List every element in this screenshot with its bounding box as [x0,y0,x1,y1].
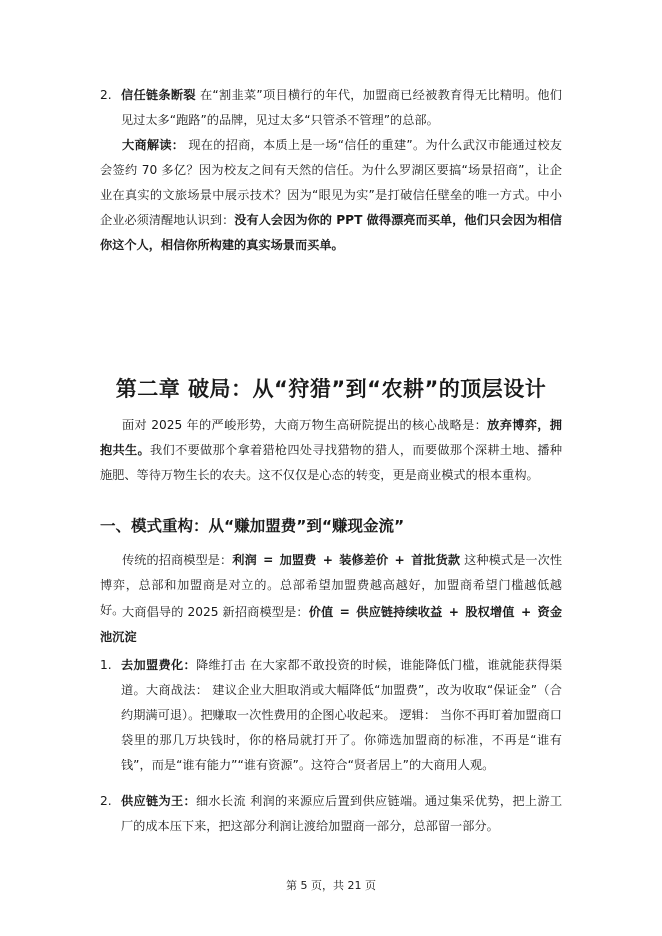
item-title: 去加盟费化： [121,658,196,672]
trad-post: 这种模式是一次性博弈，总部和加盟商是对立的。总部希望加盟费越高越好，加盟商希望门槛越低越好。 [100,553,563,617]
new-model-paragraph [100,600,562,650]
list-item-remove-fee [121,653,562,778]
interpretation-paragraph [100,133,562,258]
section-title: 一、模式重构：从“赚加盟费”到“赚现金流” [100,517,405,535]
list-item-trust-chain [121,83,562,133]
item-title: 供应链为王： [121,794,196,808]
list-item-supply-chain [121,789,562,839]
item-text: 细水长流 利润的来源应后置到供应链端。通过集采优势，把上游工厂的成本压下来，把这部分利润让渡给加盟商一部分，总部留一部分。 [121,794,563,833]
interpretation-label: 大商解读： [122,138,185,152]
list-number: 2. [100,88,112,102]
interpretation-text: 现在的招商，本质上是一场“信任的重建”。为什么武汉市能通过校友会签约 70 多亿？因为校友之间有天然的信任。为什么罗湖区要搞“场景招商”，让企业在真实的文旅场景中展示技术？因为“眼见为实”是打破信任壁垒的唯一方式。 [100,138,562,202]
intro-bold: 放弃博弈，拥抱共生。 [100,418,562,457]
interpretation-bold: 没有人会因为你的 PPT 做得漂亮而买单，他们只会因为相信你这个人，相信你所构建的真实场景而买单。 [100,213,562,252]
new-pre: 大商倡导的 2025 新招商模型是： [122,605,309,619]
intro-pre: 面对 2025 年的严峻形势，大商万物生高研院提出的核心战略是： [122,418,488,432]
page-footer: 第 5 页，共 21 页 [286,879,376,892]
list-number: 2. [100,794,112,808]
interpretation-lead: 中小企业必须清醒地认识到： [100,188,562,227]
item-text: 在“割韭菜”项目横行的年代，加盟商已经被教育得无比精明。他们见过太多“跑路”的品牌，见过太多“只管杀不管理”的总部。 [121,88,562,127]
trad-pre: 传统的招商模型是： [122,553,233,567]
intro-post: 我们不要做那个拿着猎枪四处寻找猎物的猎人，而要做那个深耕土地、播种施肥、等待万物生长的农夫。这不仅仅是心态的转变，更是商业模式的根本重构。 [100,443,563,482]
list-number: 1. [100,658,112,672]
trad-formula: 利润 = 加盟费 + 装修差价 + 首批货款 [232,553,461,567]
item-title: 信任链条断裂 [121,88,196,102]
chapter-intro [100,413,562,488]
item-text: 降维打击 在大家都不敢投资的时候，谁能降低门槛，谁就能获得渠道。大商战法： 建议企业大胆取消或大幅降低“加盟费”，改为收取“保证金”（合约期满可退）。把赚取一次性费用的企图心收起来。 逻辑： 当你不再盯着加盟商口袋里的那几万块钱时，你的格局就打开了。你筛选加盟商的标准，不再是“谁有钱”，而是“谁有能力”“谁有资源”。这符合“贤者居上”的大商用人观。 [121,658,563,772]
chapter-title: 第二章 破局：从“狩猎”到“农耕”的顶层设计 [115,377,547,401]
new-formula: 价值 = 供应链持续收益 + 股权增值 + 资金池沉淀 [100,605,563,644]
